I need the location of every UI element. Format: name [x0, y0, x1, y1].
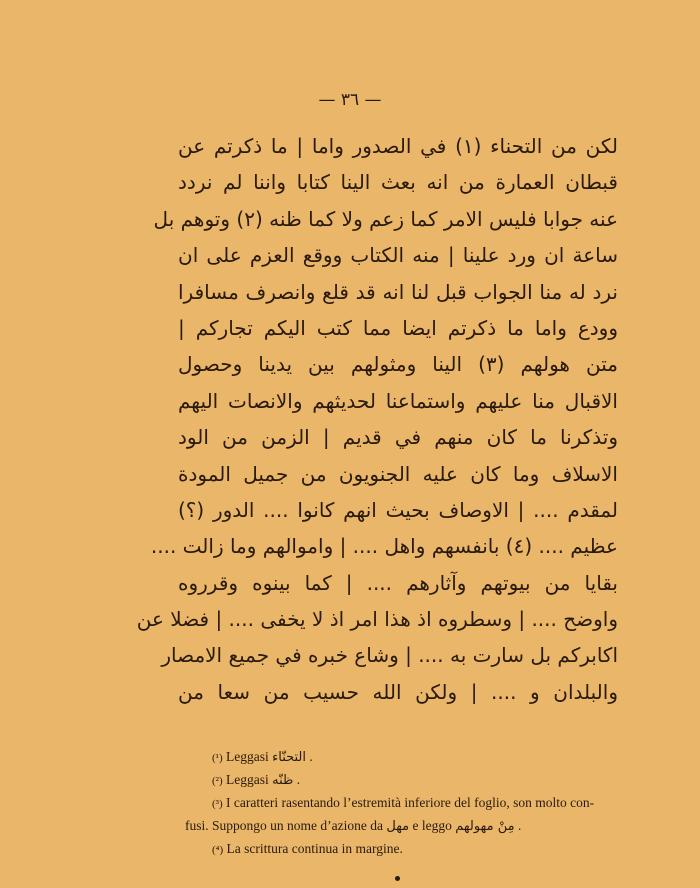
text-line: لمقدم .... | الاوصاف بحيث انهم كانوا .... الدور (؟) [178, 497, 618, 522]
text-line: بقايا من بيوتهم وآثارهم .... | كما بينوه وقرروه [178, 570, 618, 595]
text-line: متن هولهم (٣) الينا ومثولهم بين يدينا وحصول [178, 352, 618, 377]
footnote-4: (⁴) La scrittura continua in margine. [212, 841, 403, 856]
text-line: لكن من التحناء (١) في الصدور واما | ما ذكرتم عن [178, 134, 618, 158]
text-line: ساعة ان ورد علينا | منه الكتاب ووقع العزم على ان [178, 243, 618, 268]
footnote-3-continued: fusi. Suppongo un nome d’azione da مهل e leggo مِنْ مهولهم . [185, 818, 522, 834]
text-line: نرد له منا الجواب قبل لنا انه قد قلع وانصرف مسافرا [178, 279, 618, 304]
text-line: اكابركم بل سارت به .... | وشاع خبره في جميع الامصار [161, 643, 618, 668]
arabic-text-body [136, 128, 618, 710]
page-number: — ٣٦ — [318, 90, 382, 110]
text-line: وتذكرنا ما كان منهم في قديم | الزمن من الود [178, 425, 618, 450]
text-line: عظيم .... (٤) بانفسهم واهل .... | واموالهم وما زالت .... [150, 534, 618, 559]
footnote-1: (¹) Leggasi التحنّاء . [212, 749, 313, 765]
text-line: الاقبال منا عليهم واستماعنا لحديثهم والانصات اليهم [178, 388, 618, 413]
text-line: قبطان العمارة من انه بعث الينا كتابا واننا لم نردد [178, 170, 618, 195]
text-line: وودع واما ما ذكرتم ايضا مما كتب اليكم تجاركم | [178, 315, 618, 340]
page-end-dot [395, 876, 400, 881]
footnotes [185, 746, 615, 861]
footnote-2: (²) Leggasi ظنّه . [212, 772, 301, 788]
text-line: والبلدان و .... | ولكن الله حسيب من سعا من [178, 679, 618, 704]
text-line: عنه جوابا فليس الامر كما زعم ولا كما ظنه (٢) وتوهم بل [153, 206, 618, 231]
footnote-3: (³) I caratteri rasentando l’estremità inferiore del foglio, son molto con- [212, 795, 595, 810]
text-line: واوضح .... | وسطروه اذ هذا امر اذ لا يخفى .... | فضلا عن [136, 607, 618, 632]
text-line: الاسلاف وما كان عليه الجنويون من جميل المودة [178, 461, 618, 486]
